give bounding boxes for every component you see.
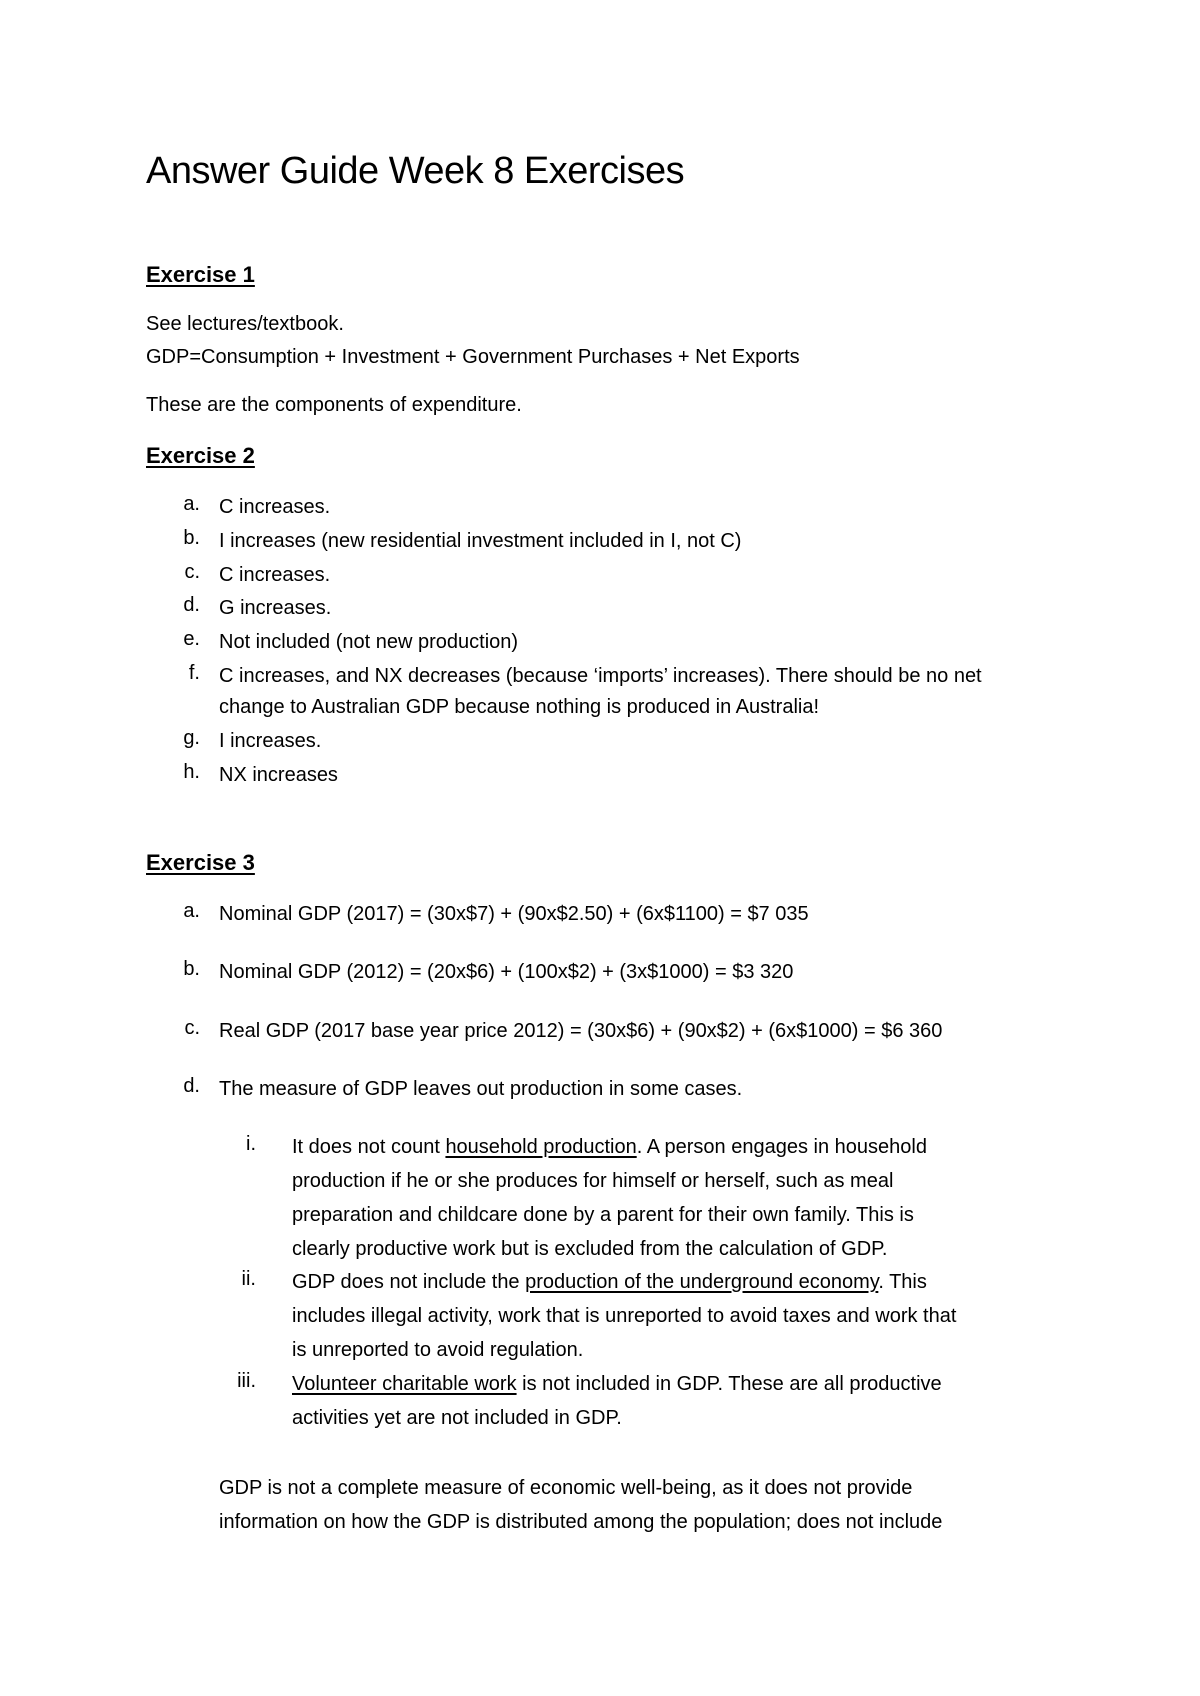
list-item-text: The measure of GDP leaves out production in some cases.: [219, 1078, 743, 1100]
sublist-marker: iii.: [237, 1370, 256, 1392]
list-item-text: Real GDP (2017 base year price 2012) = (30x$6) + (90x$2) + (6x$1000) = $6 360: [219, 1020, 943, 1042]
sublist-item-line: clearly productive work but is excluded from the calculation of GDP.: [292, 1238, 888, 1260]
sublist-item-line: production if he or she produces for himself or herself, such as meal: [292, 1170, 894, 1192]
exercise-1-formula: GDP=Consumption + Investment + Government Purchases + Net Exports: [146, 346, 800, 368]
list-item-text-continued: change to Australian GDP because nothing is produced in Australia!: [219, 696, 820, 718]
sublist-item-post: is not included in GDP. These are all productive: [516, 1373, 942, 1395]
list-marker: h.: [183, 761, 200, 783]
exercise-3-heading: Exercise 3: [146, 850, 255, 875]
list-item-text: Not included (not new production): [219, 631, 519, 653]
sublist-marker: ii.: [241, 1268, 256, 1290]
underlined-term: production of the underground economy: [525, 1271, 879, 1293]
sublist-item-post: . A person engages in household: [636, 1136, 927, 1158]
sublist-item-first-line: [292, 1268, 927, 1296]
exercise-1-heading: Exercise 1: [146, 262, 255, 287]
sublist-item-line: is unreported to avoid regulation.: [292, 1339, 584, 1361]
sublist-item-line: preparation and childcare done by a parent for their own family. This is: [292, 1204, 914, 1226]
list-item-text: I increases (new residential investment included in I, not C): [219, 530, 742, 552]
list-marker: a.: [183, 493, 200, 515]
list-marker: b.: [183, 527, 200, 549]
list-item-text: I increases.: [219, 730, 322, 752]
list-marker: f.: [188, 662, 200, 684]
list-marker: e.: [183, 628, 200, 650]
sublist-item-post: . This: [878, 1271, 927, 1293]
list-marker: c.: [184, 1017, 200, 1039]
sublist-marker: i.: [246, 1133, 256, 1155]
list-marker: a.: [183, 900, 200, 922]
closing-paragraph-line: information on how the GDP is distributed among the population; does not include: [219, 1511, 943, 1533]
list-marker: g.: [183, 727, 200, 749]
sublist-item-line: activities yet are not included in GDP.: [292, 1407, 622, 1429]
list-item-text: C increases.: [219, 496, 331, 518]
exercise-1-line: See lectures/textbook.: [146, 313, 344, 335]
sublist-item-first-line: [292, 1133, 927, 1161]
list-item-text: NX increases: [219, 764, 338, 786]
sublist-item-pre: It does not count: [292, 1136, 446, 1158]
sublist-item-pre: GDP does not include the: [292, 1271, 526, 1293]
underlined-term: Volunteer charitable work: [292, 1373, 517, 1395]
sublist-item-first-line: [292, 1370, 942, 1398]
list-marker: d.: [183, 1075, 200, 1097]
list-item-text: Nominal GDP (2012) = (20x$6) + (100x$2) + (3x$1000) = $3 320: [219, 961, 794, 983]
list-item-text: G increases.: [219, 597, 332, 619]
list-marker: c.: [184, 561, 200, 583]
underlined-term: household production: [445, 1136, 637, 1158]
page-title: Answer Guide Week 8 Exercises: [146, 150, 685, 192]
exercise-1-line: These are the components of expenditure.: [146, 394, 522, 416]
exercise-2-heading: Exercise 2: [146, 443, 255, 468]
closing-paragraph-line: GDP is not a complete measure of economic well-being, as it does not provide: [219, 1477, 913, 1499]
list-item-text: Nominal GDP (2017) = (30x$7) + (90x$2.50) + (6x$1100) = $7 035: [219, 903, 809, 925]
list-item-text: C increases.: [219, 564, 331, 586]
list-item-text: C increases, and NX decreases (because ‘imports’ increases). There should be no net: [219, 665, 982, 687]
sublist-item-line: includes illegal activity, work that is unreported to avoid taxes and work that: [292, 1305, 957, 1327]
list-marker: d.: [183, 594, 200, 616]
list-marker: b.: [183, 958, 200, 980]
